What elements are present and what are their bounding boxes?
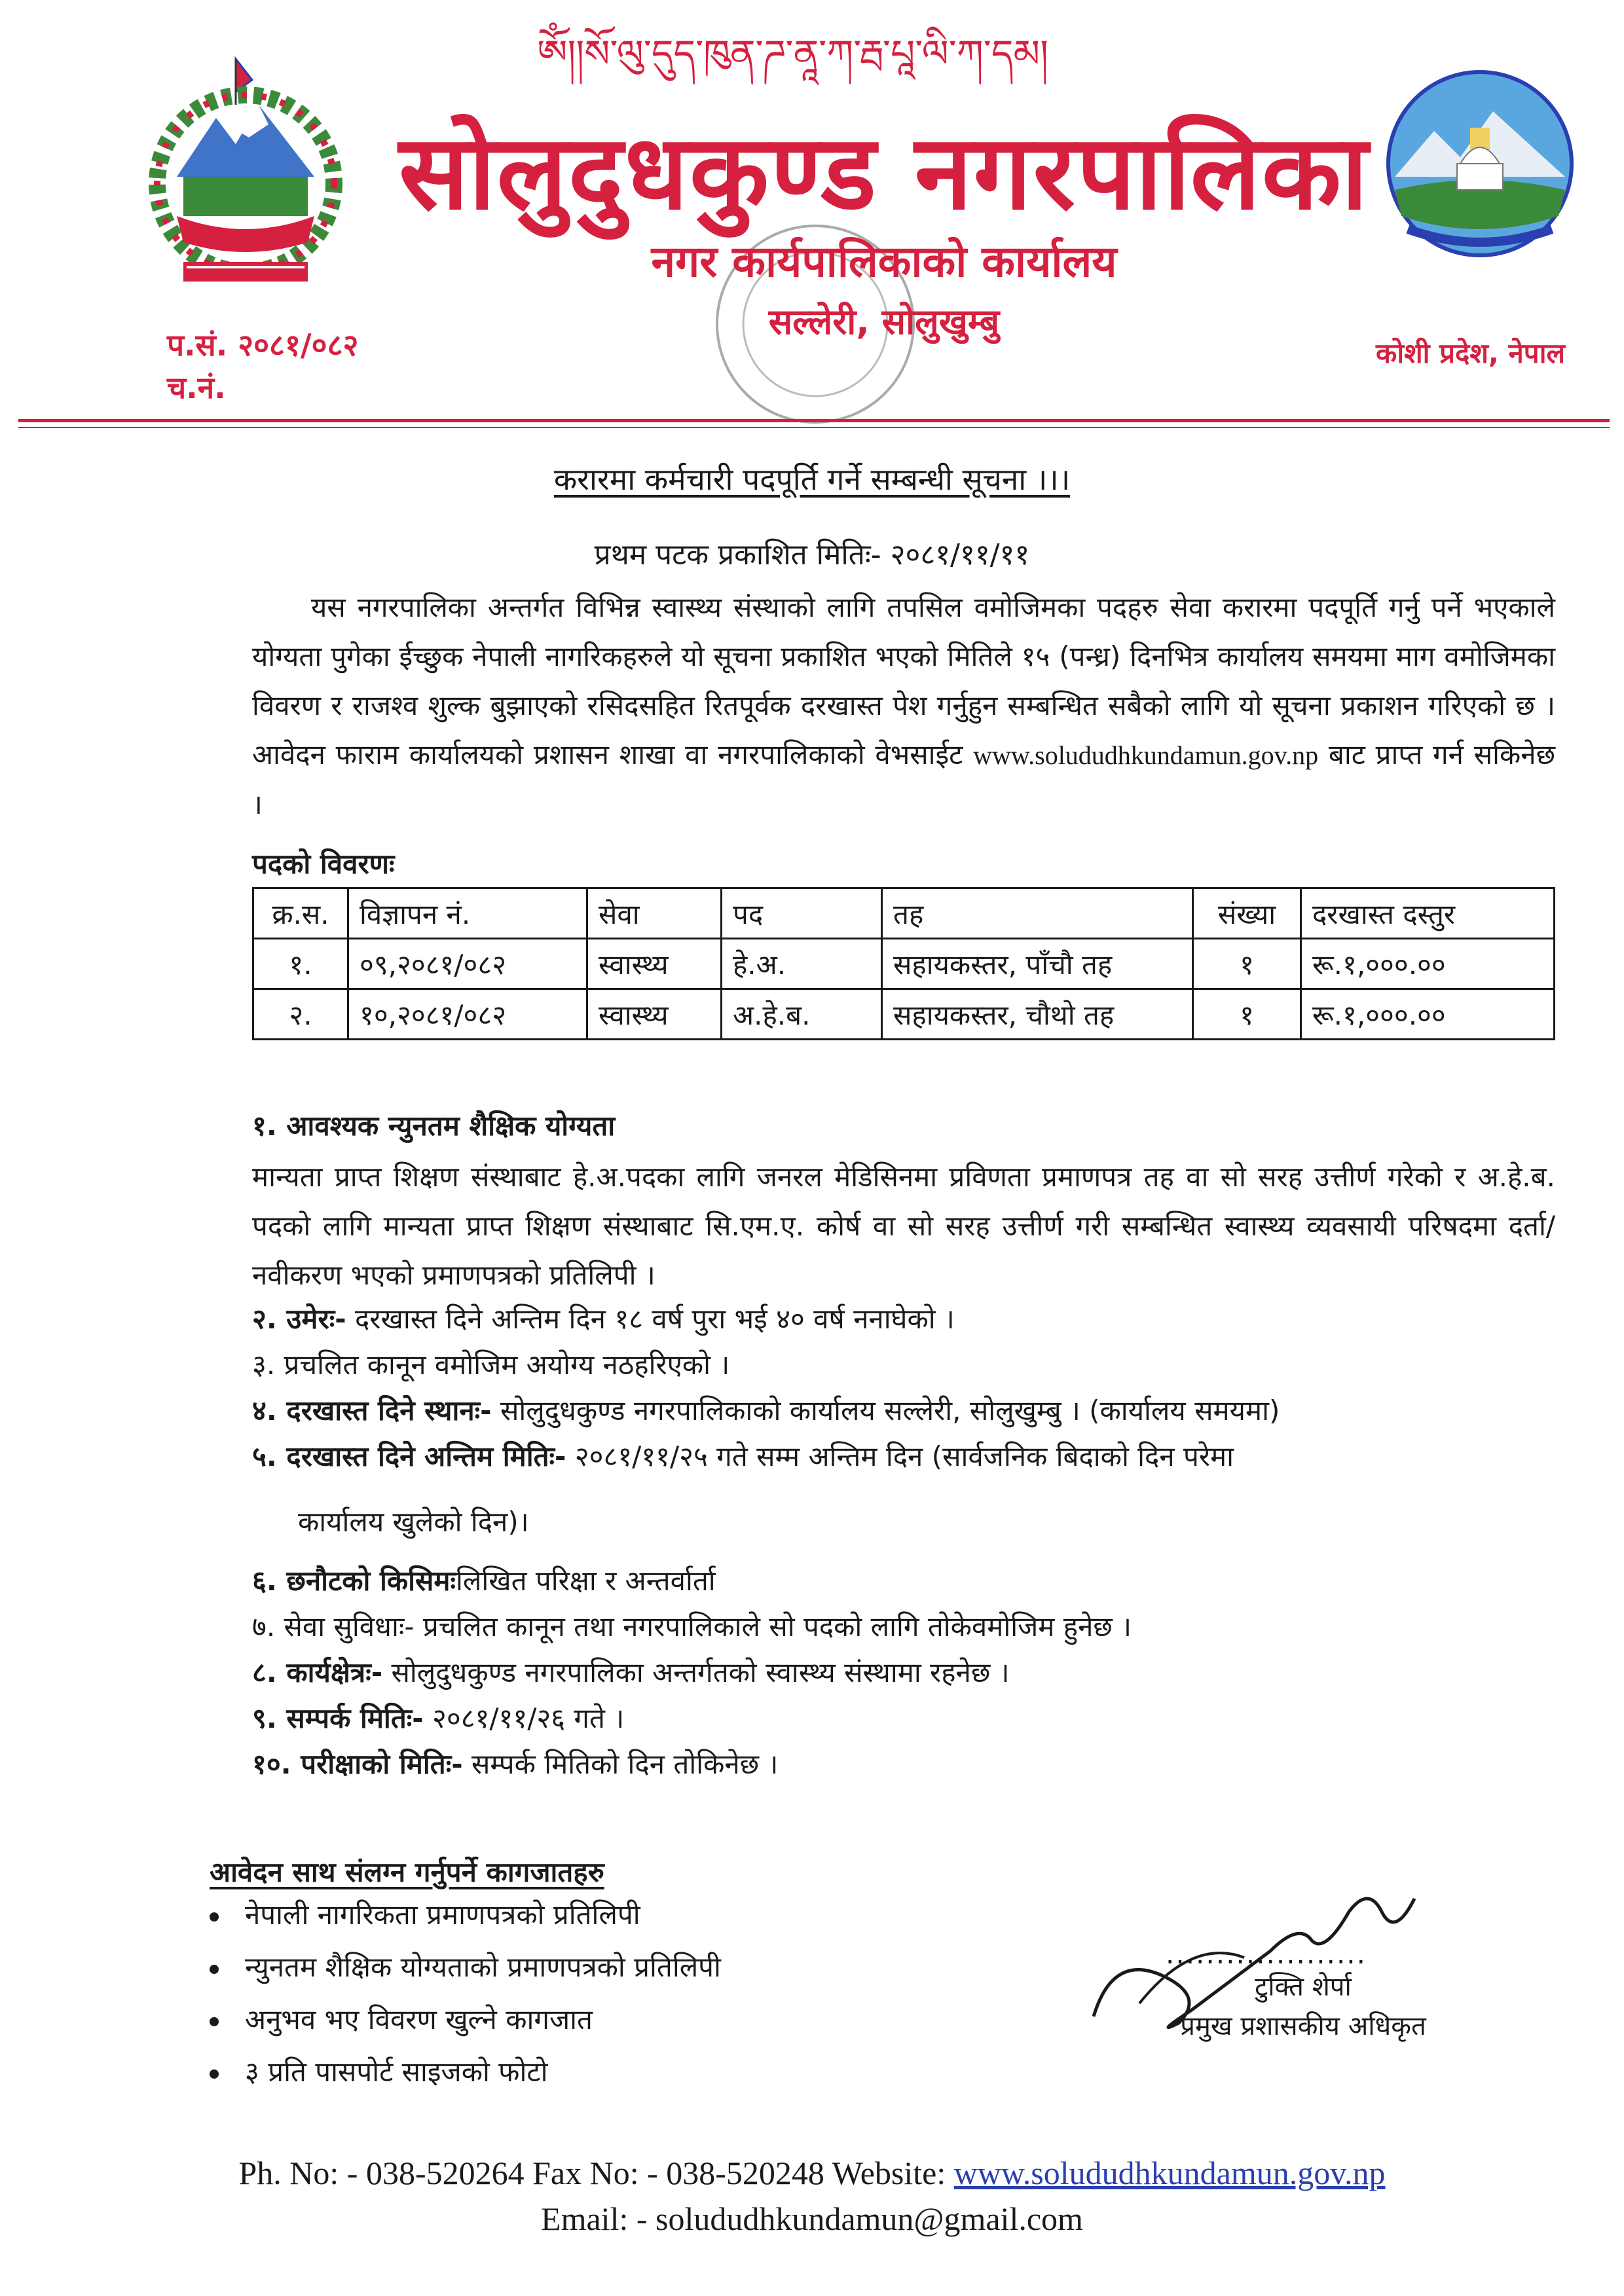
notice-body-text: यस नगरपालिका अन्तर्गत विभिन्न स्वास्थ्य संस्थाको लागि तपसिल वमोजिमका पदहरु सेवा करारमा पदपूर्ति गर्नु पर्ने भएकाले योग्यता पुगेका ईच्छुक नेपाली नागरिकहरुले यो सूचना प्रकाशित भएको मितिले १५ (पन्ध्र) दिनभित्र कार्यालय समयमा माग वमोजिमका विवरण र राजश्व शुल्क बुझाएको रसिदसहित रितपूर्वक दरखास्त पेश गर्नुहुन सम्बन्धित सबैको लागि यो सूचना प्रकाशन गरिएको छ । आवेदन फाराम कार्यालयको प्रशासन शाखा वा नगरपालिकाको वेभसाईट xyxy=(252,591,1555,771)
table-cell: १. xyxy=(253,939,348,989)
table-header-cell: सेवा xyxy=(587,888,722,939)
item-label: ५. दरखास्त दिने अन्तिम मितिः- xyxy=(252,1440,566,1472)
table-cell: १ xyxy=(1193,989,1301,1040)
table-cell: सहायकस्तर, चौथो तह xyxy=(882,989,1193,1040)
signatory-name: टुक्ति शेर्पा xyxy=(1255,1972,1352,2002)
signatory-title: प्रमुख प्रशासकीय अधिकृत xyxy=(1180,2011,1426,2041)
bullet-icon xyxy=(210,2069,219,2079)
list-item xyxy=(252,1653,1010,1690)
signature-line: .................... xyxy=(1166,1938,1367,1970)
office-name: नगर कार्यपालिकाको कार्यालय xyxy=(651,236,1117,287)
table-header-cell: संख्या xyxy=(1193,888,1301,939)
table-cell: स्वास्थ्य xyxy=(587,989,722,1040)
qualification-heading: १. आवश्यक न्युनतम शैक्षिक योग्यता xyxy=(252,1110,616,1142)
item-label: ४. दरखास्त दिने स्थानः- xyxy=(252,1394,492,1427)
table-cell: रू.१,०००.०० xyxy=(1301,939,1555,989)
reference-number: प.सं. २०८१/०८२ xyxy=(167,327,359,363)
bullet-icon xyxy=(210,1912,219,1922)
footer-contact xyxy=(0,2154,1624,2192)
table-header-cell: विज्ञापन नं. xyxy=(348,888,587,939)
list-item xyxy=(252,1300,955,1337)
notice-body-website: www.solududhkundamun.gov.np xyxy=(973,740,1319,770)
table-cell: १ xyxy=(1193,939,1301,989)
item-text: दरखास्त दिने अन्तिम दिन १८ वर्ष पुरा भई ४० वर्ष ननाघेको । xyxy=(346,1303,955,1335)
footer-email: Email: - solududhkundamun@gmail.com xyxy=(541,2200,1083,2237)
table-header-row xyxy=(253,888,1555,939)
attachment-text: ३ प्रति पासपोर्ट साइजको फोटो xyxy=(245,2056,548,2088)
dispatch-number: च.नं. xyxy=(167,370,226,405)
table-row xyxy=(253,939,1555,989)
table-cell: स्वास्थ्य xyxy=(587,939,722,989)
item-label: ८. कार्यक्षेत्रः- xyxy=(252,1656,383,1688)
footer-website-link[interactable]: www.solududhkundamun.gov.np xyxy=(953,2155,1386,2191)
posts-label: पदको विवरणः xyxy=(252,848,395,880)
table-header-cell: क्र.स. xyxy=(253,888,348,939)
list-item xyxy=(210,1948,721,1985)
list-item xyxy=(252,1437,1234,1474)
list-item xyxy=(210,2000,593,2037)
item-text: ३. प्रचलित कानून वमोजिम अयोग्य नठहरिएको । xyxy=(252,1349,730,1381)
municipality-name: सोलुदुधकुण्ड नगरपालिका xyxy=(398,113,1370,233)
table-cell: सहायकस्तर, पाँचौ तह xyxy=(882,939,1193,989)
list-item xyxy=(252,1699,624,1736)
list-item xyxy=(252,1391,1280,1429)
province-label: कोशी प्रदेश, नेपाल xyxy=(1375,337,1565,369)
attachment-text: नेपाली नागरिकता प्रमाणपत्रको प्रतिलिपी xyxy=(245,1899,640,1931)
table-cell: १०,२०८१/०८२ xyxy=(348,989,587,1040)
item-text: २०८१/११/२५ गते सम्म अन्तिम दिन (सार्वजनिक बिदाको दिन परेमा xyxy=(566,1440,1234,1472)
notice-body xyxy=(252,583,1555,829)
item-label: ६. छनौटको किसिमः xyxy=(252,1565,456,1597)
table-header-cell: दरखास्त दस्तुर xyxy=(1301,888,1555,939)
notice-title-text: करारमा कर्मचारी पदपूर्ति गर्ने सम्बन्धी सूचना ।।। xyxy=(553,462,1071,497)
item-text: लिखित परिक्षा र अन्तर्वार्ता xyxy=(455,1565,716,1597)
table-header-cell: पद xyxy=(722,888,882,939)
table-cell: अ.हे.ब. xyxy=(722,989,882,1040)
table-row xyxy=(253,989,1555,1040)
attachment-text: न्युनतम शैक्षिक योग्यताको प्रमाणपत्रको प्रतिलिपी xyxy=(245,1951,721,1983)
item-text: सम्पर्क मितिको दिन तोकिनेछ । xyxy=(462,1748,779,1780)
list-item xyxy=(210,2052,547,2090)
list-item xyxy=(252,1561,716,1599)
header-divider xyxy=(18,419,1610,422)
list-item xyxy=(252,1345,729,1383)
item-text: सोलुदुधकुण्ड नगरपालिका अन्तर्गतको स्वास्थ्य संस्थामा रहनेछ । xyxy=(382,1656,1010,1688)
nepal-emblem-icon xyxy=(138,46,354,314)
attachments-heading-text: आवेदन साथ संलग्न गर्नुपर्ने कागजातहरु xyxy=(210,1856,604,1888)
notice-title xyxy=(0,458,1624,499)
item5-continuation: कार्यालय खुलेको दिन)। xyxy=(298,1506,529,1538)
qualification-text: मान्यता प्राप्त शिक्षण संस्थाबाट हे.अ.पदका लागि जनरल मेडिसिनमा प्रविणता प्रमाणपत्र तह वा सो सरह उत्तीर्ण गरेको र अ.हे.ब. पदको लागि मान्यता प्राप्त शिक्षण संस्थाबाट सि.एम.ए. कोर्ष वा सो सरह उत्तीर्ण गरी सम्बन्धित स्वास्थ्य व्यवसायी परिषदमा दर्ता/नवीकरण भएको प्रमाणपत्रको प्रतिलिपी । xyxy=(252,1161,1555,1291)
bullet-icon xyxy=(210,2017,219,2026)
attachments-heading xyxy=(210,1853,604,1890)
office-address: सल्लेरी, सोलुखुम्बु xyxy=(768,301,1000,342)
list-item xyxy=(210,1895,640,1933)
table-cell: ०९,२०८१/०८२ xyxy=(348,939,587,989)
list-item xyxy=(252,1745,778,1782)
list-item xyxy=(252,1607,1132,1645)
table-cell: रू.१,०००.०० xyxy=(1301,989,1555,1040)
item-label: १०. परीक्षाको मितिः- xyxy=(252,1748,463,1780)
table-cell: हे.अ. xyxy=(722,939,882,989)
item-label: ९. सम्पर्क मितिः- xyxy=(252,1702,424,1734)
notice-body-tail: बाट प्राप्त गर्न सकिनेछ । xyxy=(252,738,1556,820)
item-text: २०८१/११/२६ गते । xyxy=(423,1702,625,1734)
item-text: सोलुदुधकुण्ड नगरपालिकाको कार्यालय सल्लेरी, सोलुखुम्बु । (कार्यालय समयमा) xyxy=(491,1394,1280,1427)
tibetan-motto: ༀ།།སོ་ལུ་དུད་ཁུན་ཌ་ནཱ་ཀ་རྦ་པཱ་ལི་ཀ་དམ། xyxy=(537,31,1049,76)
header-divider-thin xyxy=(18,427,1610,428)
item-text: ७. सेवा सुविधाः- प्रचलित कानून तथा नगरपालिकाले सो पदको लागि तोकेवमोजिम हुनेछ । xyxy=(252,1611,1132,1643)
footer-phone-fax: Ph. No: - 038-520264 Fax No: - 038-520248 Website: xyxy=(238,2155,954,2191)
publication-date: प्रथम पटक प्रकाशित मितिः- २०८१/११/११ xyxy=(594,538,1030,572)
table-cell: २. xyxy=(253,989,348,1040)
attachment-text: अनुभव भए विवरण खुल्ने कागजात xyxy=(245,2003,593,2035)
posts-table xyxy=(252,887,1555,1040)
item-label: २. उमेरः- xyxy=(252,1303,346,1335)
table-header-cell: तह xyxy=(882,888,1193,939)
bullet-icon xyxy=(210,1965,219,1974)
municipality-logo-icon xyxy=(1382,65,1578,262)
